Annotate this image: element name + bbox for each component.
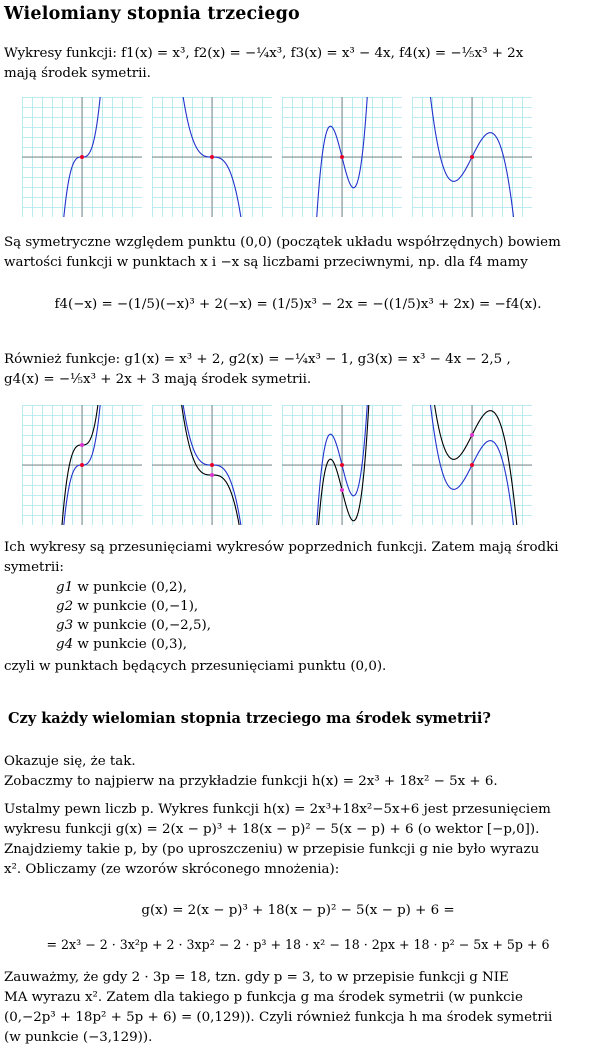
- method-paragraph: [4, 800, 592, 880]
- method-line-1: Ustalmy pewn liczb p. Wykres funkcji h(x) = 2x³+18x²−5x+6 jest przesunięciem: [4, 802, 551, 817]
- center-text: w punkcie (0,−1),: [73, 599, 199, 614]
- final-line-1: Zauważmy, że gdy 2 · 3p = 18, tzn. gdy p = 3, to w przepisie funkcji g NIE: [4, 970, 509, 985]
- symmetry-center-origin: [80, 463, 84, 467]
- center-text: w punkcie (0,−2,5),: [73, 618, 211, 633]
- plot-g2: [152, 405, 272, 525]
- translation-line-1: Ich wykresy są przesunięciami wykresów poprzednich funkcji. Zatem mają środki: [4, 540, 559, 555]
- final-line-4: (w punkcie (−3,129)).: [4, 1030, 153, 1045]
- plot-g1: [22, 405, 142, 525]
- symmetry-center-g3: [340, 488, 344, 492]
- function-name: g1: [56, 580, 74, 595]
- plot-g4: [412, 405, 532, 525]
- method-line-3: Znajdziemy takie p, by (po uproszczeniu) w przepisie funkcji g nie było wyrazu: [4, 842, 540, 857]
- plot-g3: [282, 405, 402, 525]
- plot-f3: [282, 97, 402, 217]
- symmetry-center-g2: [210, 473, 214, 477]
- shifted-functions-paragraph: [4, 350, 592, 390]
- equation-g-expansion-2: = 2x³ − 2 · 3x²p + 2 · 3xp² − 2 · p³ + 18 · x² − 18 · 2px + 18 · p² − 5x + 5p + 6: [46, 937, 550, 952]
- page-title: Wielomiany stopnia trzeciego: [4, 4, 300, 24]
- translation-line-2: symetrii:: [4, 560, 64, 575]
- symmetry-center-origin: [340, 155, 344, 159]
- symmetry-line-1: Są symetryczne względem punktu (0,0) (początek układu współrzędnych) bowiem: [4, 235, 561, 250]
- symmetry-center-origin: [210, 155, 214, 159]
- symmetry-center-g1: [80, 443, 84, 447]
- section-heading: Czy każdy wielomian stopnia trzeciego ma środek symetrii?: [8, 710, 491, 727]
- function-name: g3: [56, 618, 74, 633]
- final-line-3: (0,−2p³ + 18p² + 5p + 6) = (0,129)). Czyli również funkcja h ma środek symetrii: [4, 1010, 553, 1025]
- symmetry-center-origin: [80, 155, 84, 159]
- plot-f1: [22, 97, 142, 217]
- translation-paragraph: [4, 538, 592, 578]
- center-text: w punkcie (0,2),: [73, 580, 187, 595]
- list-item: [56, 635, 211, 654]
- symmetry-center-origin: [210, 463, 214, 467]
- final-line-2: MA wyrazu x². Zatem dla takiego p funkcja g ma środek symetrii (w punkcie: [4, 990, 523, 1005]
- intro-line-1: Wykresy funkcji: f1(x) = x³, f2(x) = −¼x³, f3(x) = x³ − 4x, f4(x) = −⅕x³ + 2x: [4, 46, 524, 61]
- method-line-4: x². Obliczamy (ze wzorów skróconego mnożenia):: [4, 862, 340, 877]
- symmetry-line-2: wartości funkcji w punktach x i −x są liczbami przeciwnymi, np. dla f4 mamy: [4, 255, 528, 270]
- symmetry-center-origin: [340, 463, 344, 467]
- function-name: g2: [56, 599, 74, 614]
- plot-f4: [412, 97, 532, 217]
- conclusion-line: czyli w punktach będących przesunięciami punktu (0,0).: [4, 659, 387, 674]
- equation-g-expansion-1: g(x) = 2(x − p)³ + 18(x − p)² − 5(x − p) + 6 =: [141, 903, 455, 918]
- plots-row-f: [22, 97, 532, 217]
- list-item: [56, 597, 211, 616]
- example-line-2: Zobaczmy to najpierw na przykładzie funkcji h(x) = 2x³ + 18x² − 5x + 6.: [4, 774, 498, 789]
- list-item: [56, 578, 211, 597]
- symmetry-explanation: [4, 233, 592, 273]
- symmetry-center-origin: [470, 463, 474, 467]
- function-name: g4: [56, 637, 74, 652]
- symmetry-center-origin: [470, 155, 474, 159]
- symmetry-centers-list: [56, 578, 211, 654]
- shifted-line-1: Również funkcje: g1(x) = x³ + 2, g2(x) = −¼x³ − 1, g3(x) = x³ − 4x − 2,5 ,: [4, 352, 511, 367]
- symmetry-center-g4: [470, 433, 474, 437]
- method-line-2: wykresu funkcji g(x) = 2(x − p)³ + 18(x − p)² − 5(x − p) + 6 (o wektor [−p,0]).: [4, 822, 540, 837]
- plots-row-g: [22, 405, 532, 525]
- example-paragraph: [4, 752, 592, 792]
- shifted-line-2: g4(x) = −⅕x³ + 2x + 3 mają środek symetrii.: [4, 372, 312, 387]
- intro-paragraph: [4, 44, 592, 84]
- equation-f4: f4(−x) = −(1/5)(−x)³ + 2(−x) = (1/5)x³ − 2x = −((1/5)x³ + 2x) = −f4(x).: [54, 297, 542, 312]
- plot-f2: [152, 97, 272, 217]
- example-line-1: Okazuje się, że tak.: [4, 754, 136, 769]
- center-text: w punkcie (0,3),: [73, 637, 187, 652]
- list-item: [56, 616, 211, 635]
- intro-line-2: mają środek symetrii.: [4, 66, 151, 81]
- final-paragraph: [4, 968, 592, 1048]
